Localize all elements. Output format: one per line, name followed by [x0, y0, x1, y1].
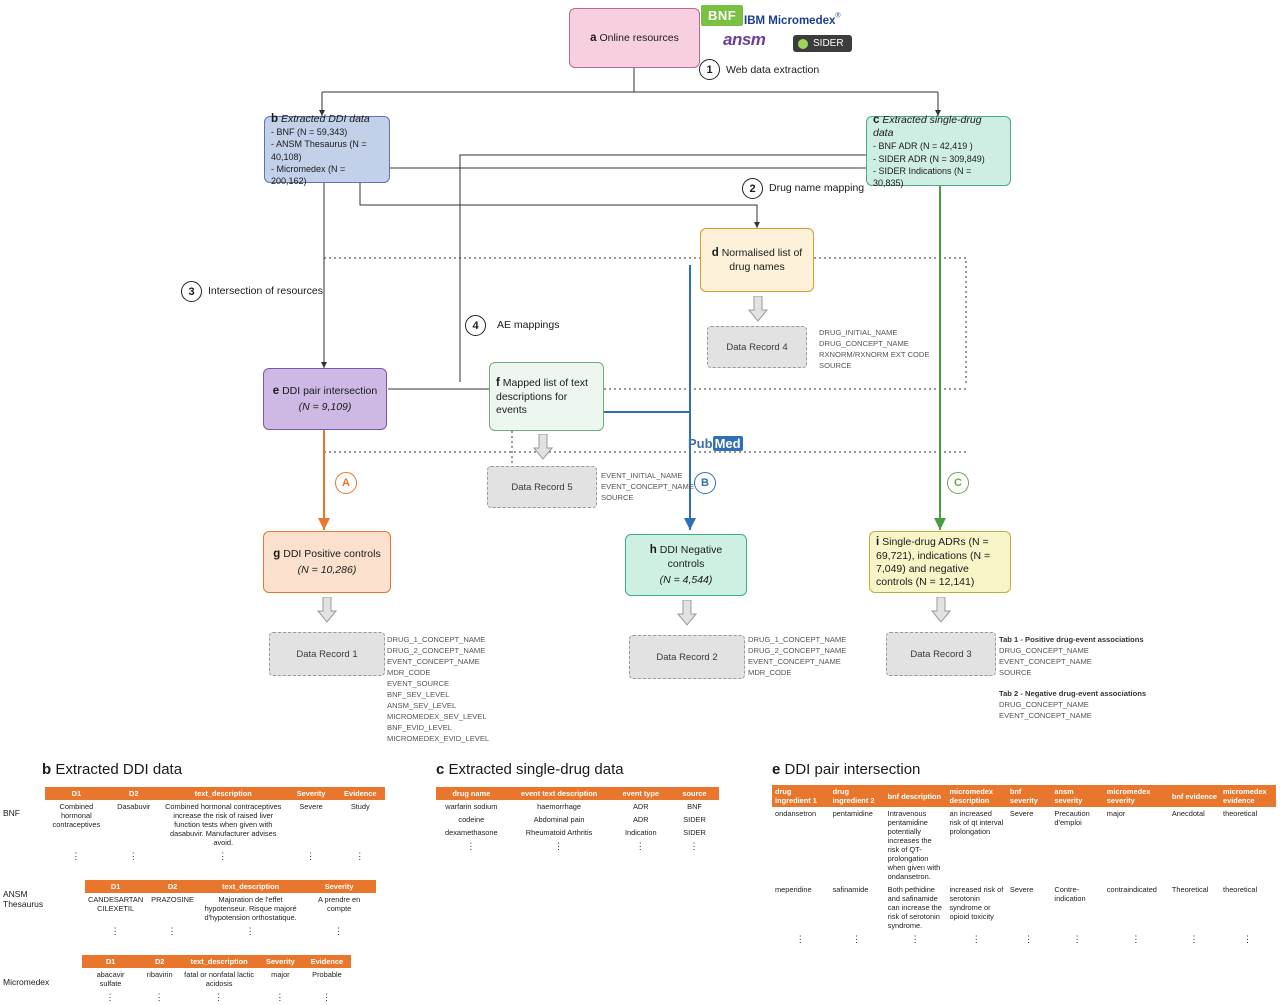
th-source: source [670, 787, 719, 800]
cell: Precaution d'emploi [1054, 809, 1090, 827]
node-d-tag: d [711, 247, 719, 260]
table-row [82, 968, 351, 990]
table-b-micromedex [82, 955, 351, 1005]
table-b-rowlabel-bnf: BNF [3, 808, 20, 818]
cell: theoretical [1223, 885, 1258, 894]
step-4-number: 4 [472, 319, 479, 332]
cell: Severe [1009, 809, 1034, 818]
step-4-badge [465, 315, 486, 336]
r3-tab1-field-1: EVENT_CONCEPT_NAME [999, 657, 1092, 666]
r4-field-0: DRUG_INITIAL_NAME [819, 328, 898, 337]
node-a-tag: a [590, 31, 597, 44]
node-single-drug-adrs [869, 531, 1011, 593]
cell: Combined hormonal contraceptives [52, 802, 101, 829]
cell: SIDER [683, 815, 706, 824]
r3-tab1-field-2: SOURCE [999, 668, 1032, 677]
node-i-tag: i [876, 536, 880, 549]
step-2-number: 2 [749, 182, 756, 195]
th-bnf-sev: bnf severity [1007, 785, 1052, 807]
table-row [436, 813, 719, 826]
logo-bnf [701, 7, 743, 25]
marker-c-badge [947, 472, 969, 494]
table-b-title-text: Extracted DDI data [55, 761, 183, 778]
cell: ribavirin [146, 970, 173, 979]
cell: dexamethasone [445, 828, 498, 837]
r1-field-1: DRUG_2_CONCEPT_NAME [387, 646, 486, 655]
cell: ondansetron [775, 809, 817, 818]
node-b-item-1: - ANSM Thesaurus (N = 40,108) [271, 139, 367, 162]
table-b-ansm [85, 880, 376, 939]
node-h-sub: (N = 4,544) [659, 573, 713, 586]
node-mapped-text-descriptions [489, 362, 604, 431]
data-record-3 [886, 632, 996, 676]
node-e-title: DDI pair intersection [282, 384, 378, 397]
r3-tab2-field-1: EVENT_CONCEPT_NAME [999, 711, 1092, 720]
arrow-d-to-record4 [748, 296, 768, 322]
table-row [85, 893, 376, 924]
cell: warfarin sodium [445, 802, 498, 811]
th-d1: D1 [45, 787, 108, 800]
cell: Majoration de l'effet hypotenseur. Risque majoré d'hypotension orthostatique. [204, 895, 297, 922]
r5-field-1: EVENT_CONCEPT_NAME [601, 482, 694, 491]
r1-field-9: MICROMEDEX_EVID_LEVEL [387, 734, 490, 743]
th-mmx-sev: micromedex severity [1104, 785, 1169, 807]
table-row: ⋮ ⋮ ⋮ ⋮ [110, 926, 345, 936]
data-record-2 [629, 635, 745, 679]
cell: major [1106, 809, 1126, 818]
node-c-item-2: - SIDER Indications (N = 30,835) [873, 165, 972, 188]
cell: abacavir sulfate [96, 970, 125, 988]
node-f-tag: f [496, 377, 500, 390]
th-event-type: event type [611, 787, 670, 800]
cell: major [271, 970, 290, 979]
cell: Abdominal pain [533, 815, 585, 824]
data-record-4 [707, 326, 807, 368]
cell: Contre-indication [1054, 885, 1086, 903]
th-evid: Evidence [336, 787, 385, 800]
cell: Severe [299, 802, 323, 811]
cell: Study [350, 802, 370, 811]
th-bnf-desc: bnf description [885, 785, 947, 807]
node-g-title: DDI Positive controls [283, 547, 381, 560]
table-c-tag: c [436, 761, 445, 778]
logo-ansm-text: ansm [723, 30, 766, 49]
data-record-3-fields [999, 634, 1159, 721]
arrow-h-to-record2 [677, 600, 697, 626]
cell: Rheumatoid Arthritis [525, 828, 593, 837]
table-e-title-text: DDI pair intersection [784, 761, 921, 778]
node-b-tag: b [271, 112, 279, 125]
logo-pubmed-med: Med [714, 436, 741, 451]
cell: ADR [632, 815, 649, 824]
step-1-badge [699, 59, 720, 80]
table-row [772, 807, 1276, 883]
marker-a-letter: A [342, 477, 350, 489]
data-record-4-label: Data Record 4 [726, 341, 788, 353]
table-row [45, 800, 385, 849]
logo-ansm [723, 30, 765, 50]
cell: Dasabuvir [117, 802, 151, 811]
cell: ADR [632, 802, 649, 811]
logo-micromedex-sup: ® [835, 12, 841, 20]
th-d2: D2 [108, 787, 160, 800]
data-record-1-fields [387, 634, 537, 744]
th-desc: text_description [180, 955, 258, 968]
node-e-tag: e [272, 384, 280, 397]
cell: Probable [312, 970, 342, 979]
logo-sider-text: SIDER [793, 35, 852, 52]
step-1-number: 1 [706, 63, 713, 76]
node-c-title: Extracted single-drug data [873, 113, 982, 140]
cell: increased risk of serotonin syndrome or opioid toxicity [949, 885, 1004, 921]
th-bnf-evid: bnf evidence [1169, 785, 1220, 807]
table-row: ⋮ ⋮ ⋮ ⋮ ⋮ [105, 992, 332, 1002]
cell: an increased risk of qt interval prolongation [949, 809, 1004, 836]
arrow-i-to-record3 [931, 597, 951, 623]
th-desc: text_description [160, 787, 287, 800]
table-row: ⋮ ⋮ ⋮ ⋮ [466, 841, 700, 851]
step-3-badge [181, 281, 202, 302]
data-record-1 [269, 632, 385, 676]
table-row [772, 785, 1276, 807]
r1-field-3: MDR_CODE [387, 668, 431, 677]
node-i-title: Single-drug ADRs (N = 69,721), indications (N = 7,049) and negative controls (N = 12,141) [876, 536, 991, 588]
node-c-tag: c [873, 113, 880, 126]
cell: Both pethidine and safinamide can increase the risk of serotonin syndrome. [887, 885, 942, 930]
step-4-label: AE mappings [497, 319, 560, 331]
cell: BNF [687, 802, 702, 811]
data-record-3-label: Data Record 3 [910, 648, 972, 660]
table-row [82, 955, 351, 968]
r4-field-1: DRUG_CONCEPT_NAME [819, 339, 909, 348]
th-sev: Severity [287, 787, 336, 800]
cell: meperidine [775, 885, 812, 894]
table-row [45, 787, 385, 800]
cell: A prendre en compte [317, 895, 361, 913]
table-b-tag: b [42, 761, 52, 778]
data-record-2-fields [748, 634, 898, 678]
cell: contraindicated [1106, 885, 1157, 894]
th-drug-name: drug name [436, 787, 507, 800]
r2-field-3: MDR_CODE [748, 668, 792, 677]
logo-micromedex-text: IBM Micromedex [744, 15, 836, 27]
step-3-number: 3 [188, 285, 195, 298]
node-c-item-1: - SIDER ADR (N = 309,849) [873, 153, 985, 164]
table-b-rowlabel-ansm: ANSM Thesaurus [3, 889, 44, 909]
r5-field-0: EVENT_INITIAL_NAME [601, 471, 683, 480]
step-1-label: Web data extraction [726, 64, 820, 76]
marker-a-badge [335, 472, 357, 494]
cell: pentamidine [832, 809, 873, 818]
logo-bnf-text: BNF [701, 5, 743, 26]
th-d1: D1 [85, 880, 146, 893]
logo-pubmed-pub: Pub [688, 436, 713, 451]
th-sev: Severity [258, 955, 303, 968]
node-d-title: Normalised list of drug names [721, 247, 803, 273]
logo-pubmed [688, 436, 743, 451]
cell: haemorrhage [537, 802, 582, 811]
node-h-tag: h [649, 544, 657, 557]
data-record-2-label: Data Record 2 [656, 651, 718, 663]
node-a-title: Online resources [599, 31, 679, 44]
r1-field-4: EVENT_SOURCE [387, 679, 450, 688]
node-ddi-positive-controls [263, 531, 391, 593]
data-record-1-label: Data Record 1 [296, 648, 358, 660]
node-online-resources [569, 8, 700, 68]
node-g-sub: (N = 10,286) [297, 564, 357, 577]
table-row [85, 880, 376, 893]
table-e-title [772, 761, 920, 778]
th-evid: Evidence [303, 955, 351, 968]
node-normalised-drug-names [700, 228, 814, 292]
marker-b-badge [694, 472, 716, 494]
arrow-g-to-record1 [317, 597, 337, 623]
th-d2: D2 [146, 880, 199, 893]
r3-tab1-field-0: DRUG_CONCEPT_NAME [999, 646, 1089, 655]
cell: CANDESARTAN CILEXETIL [88, 895, 144, 913]
table-e-tag: e [772, 761, 781, 778]
data-record-5 [487, 466, 597, 508]
r1-field-6: ANSM_SEV_LEVEL [387, 701, 457, 710]
node-b-item-0: - BNF (N = 59,343) [271, 127, 348, 138]
th-ansm-sev: ansm severity [1051, 785, 1103, 807]
table-row [436, 800, 719, 813]
r1-field-5: BNF_SEV_LEVEL [387, 690, 450, 699]
r1-field-2: EVENT_CONCEPT_NAME [387, 657, 480, 666]
r5-field-2: SOURCE [601, 493, 634, 502]
r3-tab2-title: Tab 2 - Negative drug-event associations [999, 689, 1147, 698]
cell: fatal or nonfatal lactic acidosis [184, 970, 255, 988]
table-e [772, 785, 1276, 947]
table-b-title [42, 761, 182, 778]
r3-tab1-title: Tab 1 - Positive drug-event associations [999, 635, 1144, 644]
data-record-4-fields [819, 327, 949, 371]
table-b-bnf [45, 787, 385, 864]
r3-tab2-field-0: DRUG_CONCEPT_NAME [999, 700, 1089, 709]
table-row [436, 826, 719, 839]
table-row: ⋮ ⋮ ⋮ ⋮ ⋮ ⋮ ⋮ ⋮ ⋮ [795, 934, 1254, 944]
cell: Anecdotal [1171, 809, 1205, 818]
th-d1: D1 [82, 955, 139, 968]
th-drug1: drug ingredient 1 [772, 785, 830, 807]
table-c [436, 787, 719, 854]
node-ddi-pair-intersection [263, 368, 387, 430]
table-row [436, 787, 719, 800]
node-extracted-single-drug-data [866, 113, 1011, 188]
r4-field-3: SOURCE [819, 361, 852, 370]
cell: Theoretical [1171, 885, 1209, 894]
cell: safinamide [832, 885, 869, 894]
marker-b-letter: B [701, 477, 709, 489]
r1-field-0: DRUG_1_CONCEPT_NAME [387, 635, 486, 644]
r2-field-2: EVENT_CONCEPT_NAME [748, 657, 841, 666]
table-row [772, 883, 1276, 932]
node-e-sub: (N = 9,109) [298, 401, 352, 414]
node-g-tag: g [273, 547, 281, 560]
node-h-title: DDI Negative controls [659, 544, 723, 570]
r4-field-2: RXNORM/RXNORM EXT CODE [819, 350, 930, 359]
node-f-title: Mapped list of text descriptions for events [496, 377, 588, 416]
cell: Indication [624, 828, 657, 837]
table-b-rowlabel-micromedex: Micromedex [3, 977, 50, 987]
node-extracted-ddi-data [264, 112, 390, 186]
step-3-label: Intersection of resources [208, 285, 323, 297]
table-row: ⋮ ⋮ ⋮ ⋮ ⋮ [71, 851, 366, 861]
step-2-badge [742, 178, 763, 199]
node-ddi-negative-controls [625, 534, 747, 596]
table-c-title [436, 761, 624, 778]
th-drug2: drug ingredient 2 [830, 785, 885, 807]
th-mmx-desc: micromedex description [946, 785, 1006, 807]
logo-micromedex [744, 11, 841, 29]
cell: theoretical [1223, 809, 1258, 818]
step-2-label: Drug name mapping [769, 182, 865, 194]
logo-sider [793, 33, 852, 51]
marker-c-letter: C [954, 477, 962, 489]
data-record-5-label: Data Record 5 [511, 481, 573, 493]
node-b-item-2: - Micromedex (N = 200,162) [271, 163, 346, 186]
th-sev: Severity [302, 880, 376, 893]
r2-field-1: DRUG_2_CONCEPT_NAME [748, 646, 847, 655]
cell: Combined hormonal contraceptives increase the risk of raised liver function tests when given with dasabuvir. Manufacturer advises avoid. [165, 802, 282, 847]
th-event-text: event text description [507, 787, 612, 800]
cell: PRAZOSINE [151, 895, 194, 904]
cell: Intravenous pentamidine potentially increases the risk of QT-prolongation when given with ondansetron. [887, 809, 941, 881]
cell: codeine [458, 815, 485, 824]
th-desc: text_description [199, 880, 302, 893]
r1-field-7: MICROMEDEX_SEV_LEVEL [387, 712, 487, 721]
th-mmx-evid: micromedex evidence [1220, 785, 1276, 807]
table-c-title-text: Extracted single-drug data [448, 761, 624, 778]
node-c-item-0: - BNF ADR (N = 42,419 ) [873, 141, 973, 152]
cell: Severe [1009, 885, 1034, 894]
node-b-title: Extracted DDI data [280, 112, 370, 125]
arrow-f-to-record5 [533, 434, 553, 460]
r1-field-8: BNF_EVID_LEVEL [387, 723, 452, 732]
th-d2: D2 [139, 955, 180, 968]
cell: SIDER [683, 828, 706, 837]
r2-field-0: DRUG_1_CONCEPT_NAME [748, 635, 847, 644]
